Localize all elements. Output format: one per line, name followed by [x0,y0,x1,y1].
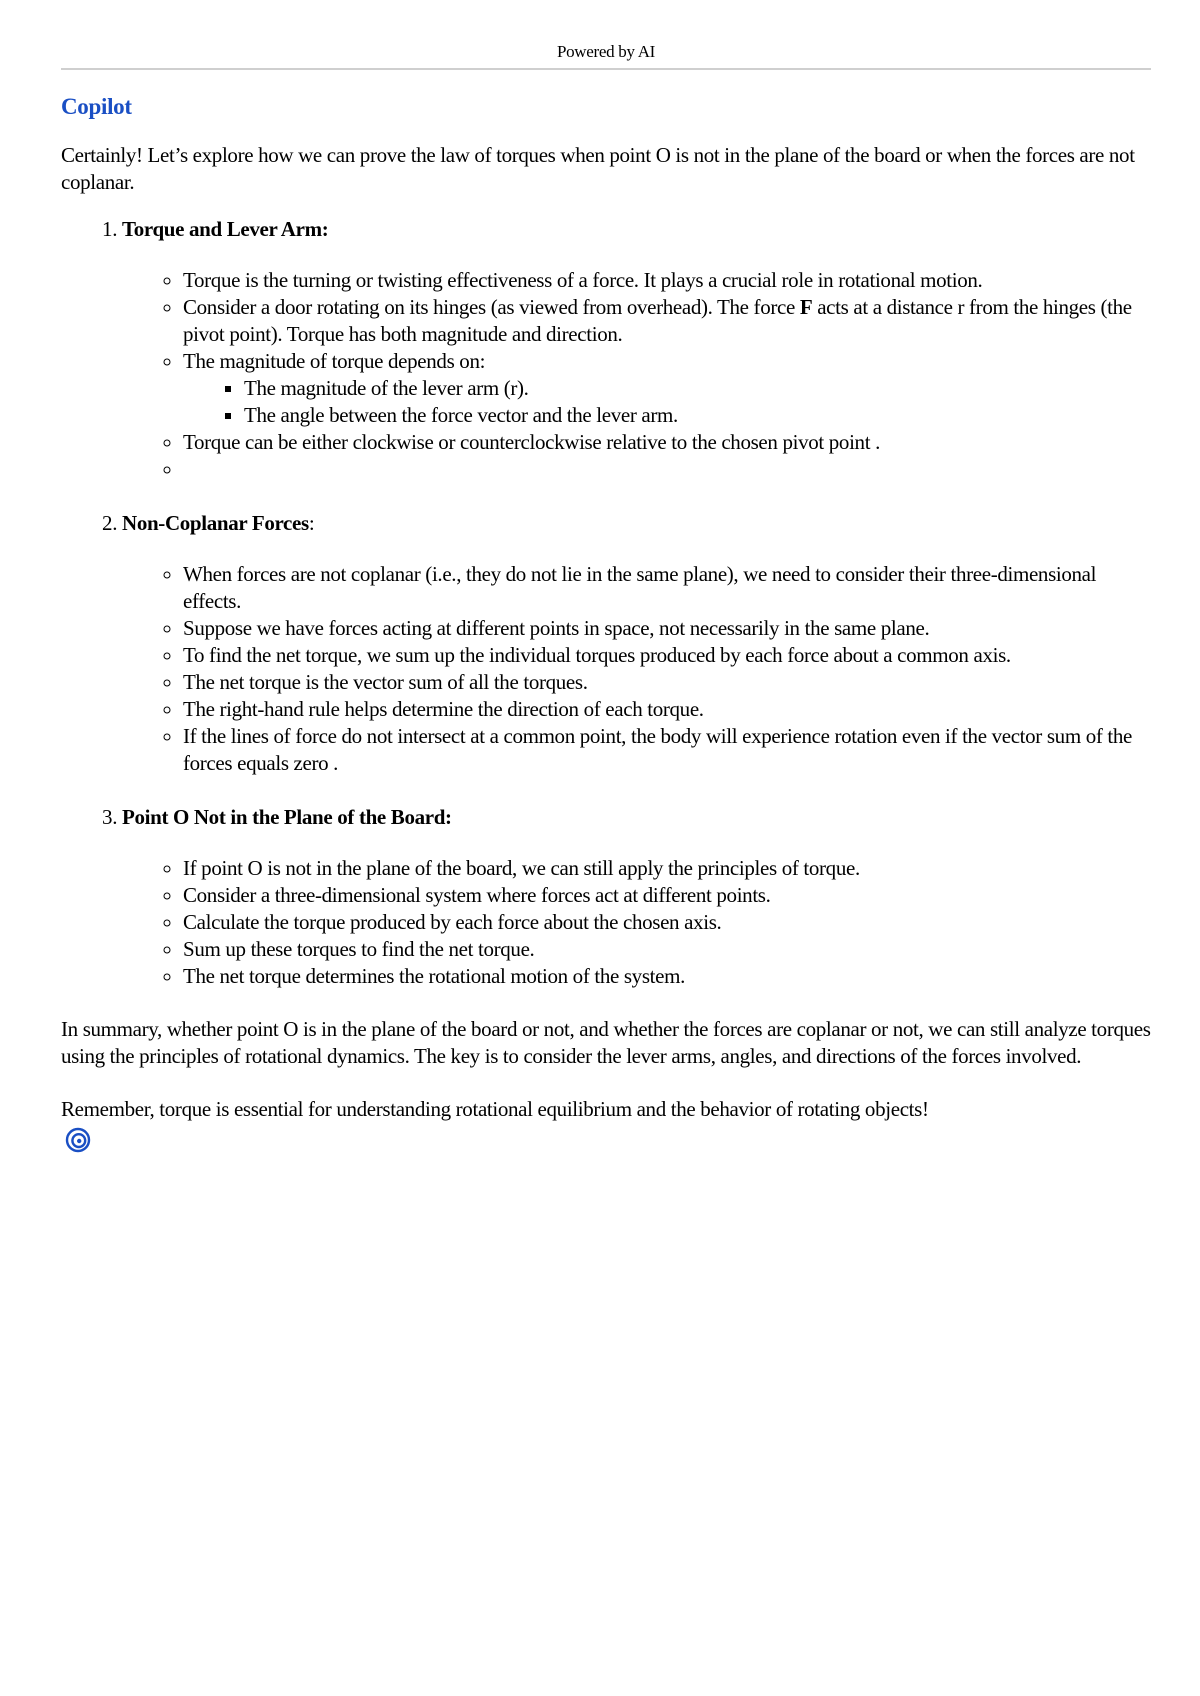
closing-paragraph: Remember, torque is essential for understanding rotational equilibrium and the behavior of rotating objects! [61,1097,929,1121]
list-item: ◦ Consider a door rotating on its hinges (as viewed from overhead). The force F acts at a distance r from the hinges (the pivot point). Torque has both magnitude and direction. [183,294,1151,348]
list-item: ◦ The net torque determines the rotational motion of the system. [183,963,1151,990]
summary-paragraph: In summary, whether point O is in the plane of the board or not, and whether the forces are coplanar or not, we can still analyze torques using the principles of rotational dynamics. The key is to consider the lever arms, angles, and directions of the forces involved. [61,1017,1151,1068]
sub-list-item: ▪ The angle between the force vector and the lever arm. [244,402,1151,429]
intro-paragraph: Certainly! Let’s explore how we can prove the law of torques when point O is not in the plane of the board or when the forces are not coplanar. [61,143,1135,194]
list-item: ◦ Torque is the turning or twisting effectiveness of a force. It plays a crucial role in rotational motion. [183,267,1151,294]
sections-list [61,216,1151,990]
list-item: ◦ The right-hand rule helps determine the direction of each torque. [183,696,1151,723]
list-item: ◦ Torque can be either clockwise or counterclockwise relative to the chosen pivot point . [183,429,1151,456]
list-item: ◦ When forces are not coplanar (i.e., they do not lie in the same plane), we need to consider their three-dimensional effects. [183,561,1151,615]
section-item [122,216,1151,483]
response-title: Copilot [61,94,132,119]
spiral-icon [65,1127,91,1153]
section-bullets [122,267,1151,483]
force-symbol: F [799,295,813,319]
list-item: ◦ If the lines of force do not intersect at a common point, the body will experience rotation even if the vector sum of the forces equals zero . [183,723,1151,777]
list-item: ◦ If point O is not in the plane of the board, we can still apply the principles of torque. [183,855,1151,882]
section-title: Non-Coplanar Forces: [122,511,315,535]
section-bullets [122,561,1151,777]
section-title: Torque and Lever Arm: [122,217,329,241]
list-item: ◦ The magnitude of torque depends on: ▪ The magnitude of the lever arm (r). ▪ The angle between the force vector and the lever arm. [183,348,1151,429]
section-title: Point O Not in the Plane of the Board: [122,805,452,829]
section-item [122,510,1151,777]
sub-bullets [183,375,1151,429]
header-divider [61,68,1151,70]
empty-list-item [183,456,1151,483]
list-item: ◦ To find the net torque, we sum up the individual torques produced by each force about a common axis. [183,642,1151,669]
list-item: ◦ Consider a three-dimensional system where forces act at different points. [183,882,1151,909]
list-item: ◦ Suppose we have forces acting at different points in space, not necessarily in the same plane. [183,615,1151,642]
sub-list-item: ▪ The magnitude of the lever arm (r). [244,375,1151,402]
list-item: ◦ The net torque is the vector sum of all the torques. [183,669,1151,696]
list-item: ◦ Calculate the torque produced by each force about the chosen axis. [183,909,1151,936]
list-item: ◦ Sum up these torques to find the net torque. [183,936,1151,963]
powered-by-header: Powered by AI [556,42,656,61]
section-item [122,804,1151,990]
document-page [61,0,1151,1153]
section-bullets [122,855,1151,990]
